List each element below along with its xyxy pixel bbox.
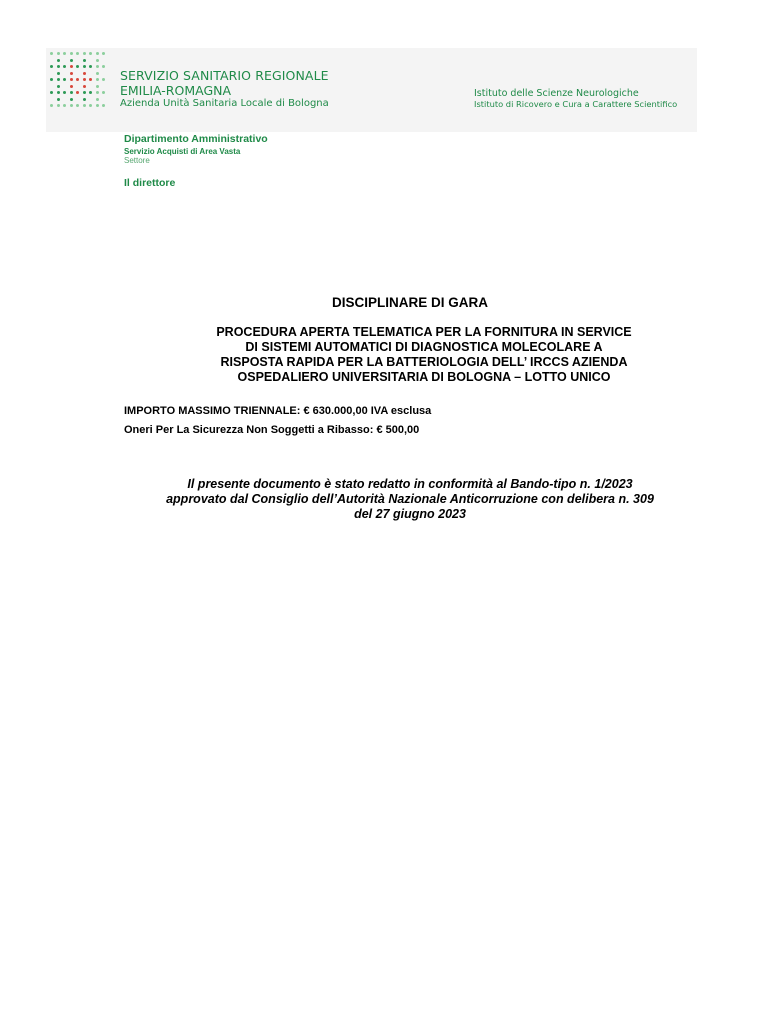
logo-dot bbox=[83, 98, 86, 101]
org-name-line2: EMILIA-ROMAGNA bbox=[120, 83, 232, 98]
logo-dot bbox=[89, 78, 92, 81]
institute-subtitle: Istituto di Ricovero e Cura a Carattere Scientifico bbox=[474, 99, 678, 109]
logo-dot bbox=[70, 78, 73, 81]
procedure-line: OSPEDALIERO UNIVERSITARIA DI BOLOGNA – LOTTO UNICO bbox=[237, 370, 611, 384]
logo-dot bbox=[63, 78, 66, 81]
logo-dot bbox=[50, 104, 53, 107]
logo-dot bbox=[70, 65, 73, 68]
org-name-line3: Azienda Unità Sanitaria Locale di Bologna bbox=[120, 98, 329, 109]
logo-dot bbox=[96, 52, 99, 55]
logo-dot bbox=[70, 52, 73, 55]
logo-dot bbox=[63, 65, 66, 68]
service-name: Servizio Acquisti di Area Vasta bbox=[124, 147, 241, 156]
logo-dot bbox=[96, 98, 99, 101]
institute-name: Istituto delle Scienze Neurologiche bbox=[474, 88, 639, 99]
logo-dot bbox=[89, 65, 92, 68]
logo-dot bbox=[57, 98, 60, 101]
logo-dot bbox=[76, 104, 79, 107]
logo-dot bbox=[89, 91, 92, 94]
logo-dot bbox=[57, 104, 60, 107]
logo-dot bbox=[57, 78, 60, 81]
logo-dot bbox=[50, 52, 53, 55]
procedure-line: RISPOSTA RAPIDA PER LA BATTERIOLOGIA DELL’ IRCCS AZIENDA bbox=[220, 355, 628, 369]
logo-dot bbox=[83, 59, 86, 62]
logo-dot bbox=[102, 78, 105, 81]
logo-dot bbox=[76, 78, 79, 81]
org-name-line1: SERVIZIO SANITARIO REGIONALE bbox=[120, 68, 329, 83]
logo-dot bbox=[96, 59, 99, 62]
sector-label: Settore bbox=[124, 156, 150, 165]
logo-dot bbox=[102, 52, 105, 55]
logo-dot bbox=[57, 59, 60, 62]
logo-dot bbox=[96, 104, 99, 107]
logo-dot bbox=[70, 85, 73, 88]
logo-dot bbox=[76, 65, 79, 68]
logo-dot bbox=[83, 78, 86, 81]
department-name: Dipartimento Amministrativo bbox=[124, 133, 268, 145]
logo-dot bbox=[50, 91, 53, 94]
logo-dot bbox=[83, 104, 86, 107]
logo-dot bbox=[63, 104, 66, 107]
logo-dot bbox=[63, 91, 66, 94]
dot-grid-logo-icon bbox=[50, 52, 112, 108]
logo-dot bbox=[83, 52, 86, 55]
logo-dot bbox=[96, 91, 99, 94]
logo-dot bbox=[50, 65, 53, 68]
procedure-description bbox=[124, 325, 724, 385]
security-costs: Oneri Per La Sicurezza Non Soggetti a Ribasso: € 500,00 bbox=[124, 424, 420, 436]
logo-dot bbox=[63, 52, 66, 55]
logo-dot bbox=[70, 91, 73, 94]
logo-dot bbox=[57, 72, 60, 75]
compliance-line: del 27 giugno 2023 bbox=[354, 507, 466, 521]
logo-dot bbox=[83, 85, 86, 88]
logo-dot bbox=[57, 85, 60, 88]
logo-dot bbox=[70, 72, 73, 75]
logo-dot bbox=[96, 72, 99, 75]
logo-dot bbox=[102, 104, 105, 107]
logo-dot bbox=[70, 59, 73, 62]
compliance-line: approvato dal Consiglio dell’Autorità Nazionale Anticorruzione con delibera n. 309 bbox=[166, 492, 654, 506]
logo-dot bbox=[96, 78, 99, 81]
logo-dot bbox=[96, 65, 99, 68]
max-amount: IMPORTO MASSIMO TRIENNALE: € 630.000,00 IVA esclusa bbox=[124, 405, 432, 417]
logo-dot bbox=[83, 72, 86, 75]
logo-dot bbox=[96, 85, 99, 88]
logo-dot bbox=[76, 52, 79, 55]
compliance-note bbox=[100, 477, 720, 522]
logo-dot bbox=[70, 98, 73, 101]
logo-dot bbox=[102, 65, 105, 68]
procedure-line: DI SISTEMI AUTOMATICI DI DIAGNOSTICA MOLECOLARE A bbox=[245, 340, 603, 354]
logo-dot bbox=[57, 91, 60, 94]
logo-dot bbox=[83, 91, 86, 94]
logo-dot bbox=[102, 91, 105, 94]
logo-dot bbox=[76, 91, 79, 94]
logo-dot bbox=[89, 104, 92, 107]
procedure-line: PROCEDURA APERTA TELEMATICA PER LA FORNITURA IN SERVICE bbox=[216, 325, 632, 339]
logo-dot bbox=[57, 65, 60, 68]
director-label: Il direttore bbox=[124, 177, 176, 189]
logo-dot bbox=[83, 65, 86, 68]
logo-dot bbox=[89, 52, 92, 55]
logo-dot bbox=[70, 104, 73, 107]
logo-dot bbox=[50, 78, 53, 81]
compliance-line: Il presente documento è stato redatto in conformità al Bando-tipo n. 1/2023 bbox=[187, 477, 633, 491]
logo-dot bbox=[57, 52, 60, 55]
document-title: DISCIPLINARE DI GARA bbox=[331, 295, 488, 310]
